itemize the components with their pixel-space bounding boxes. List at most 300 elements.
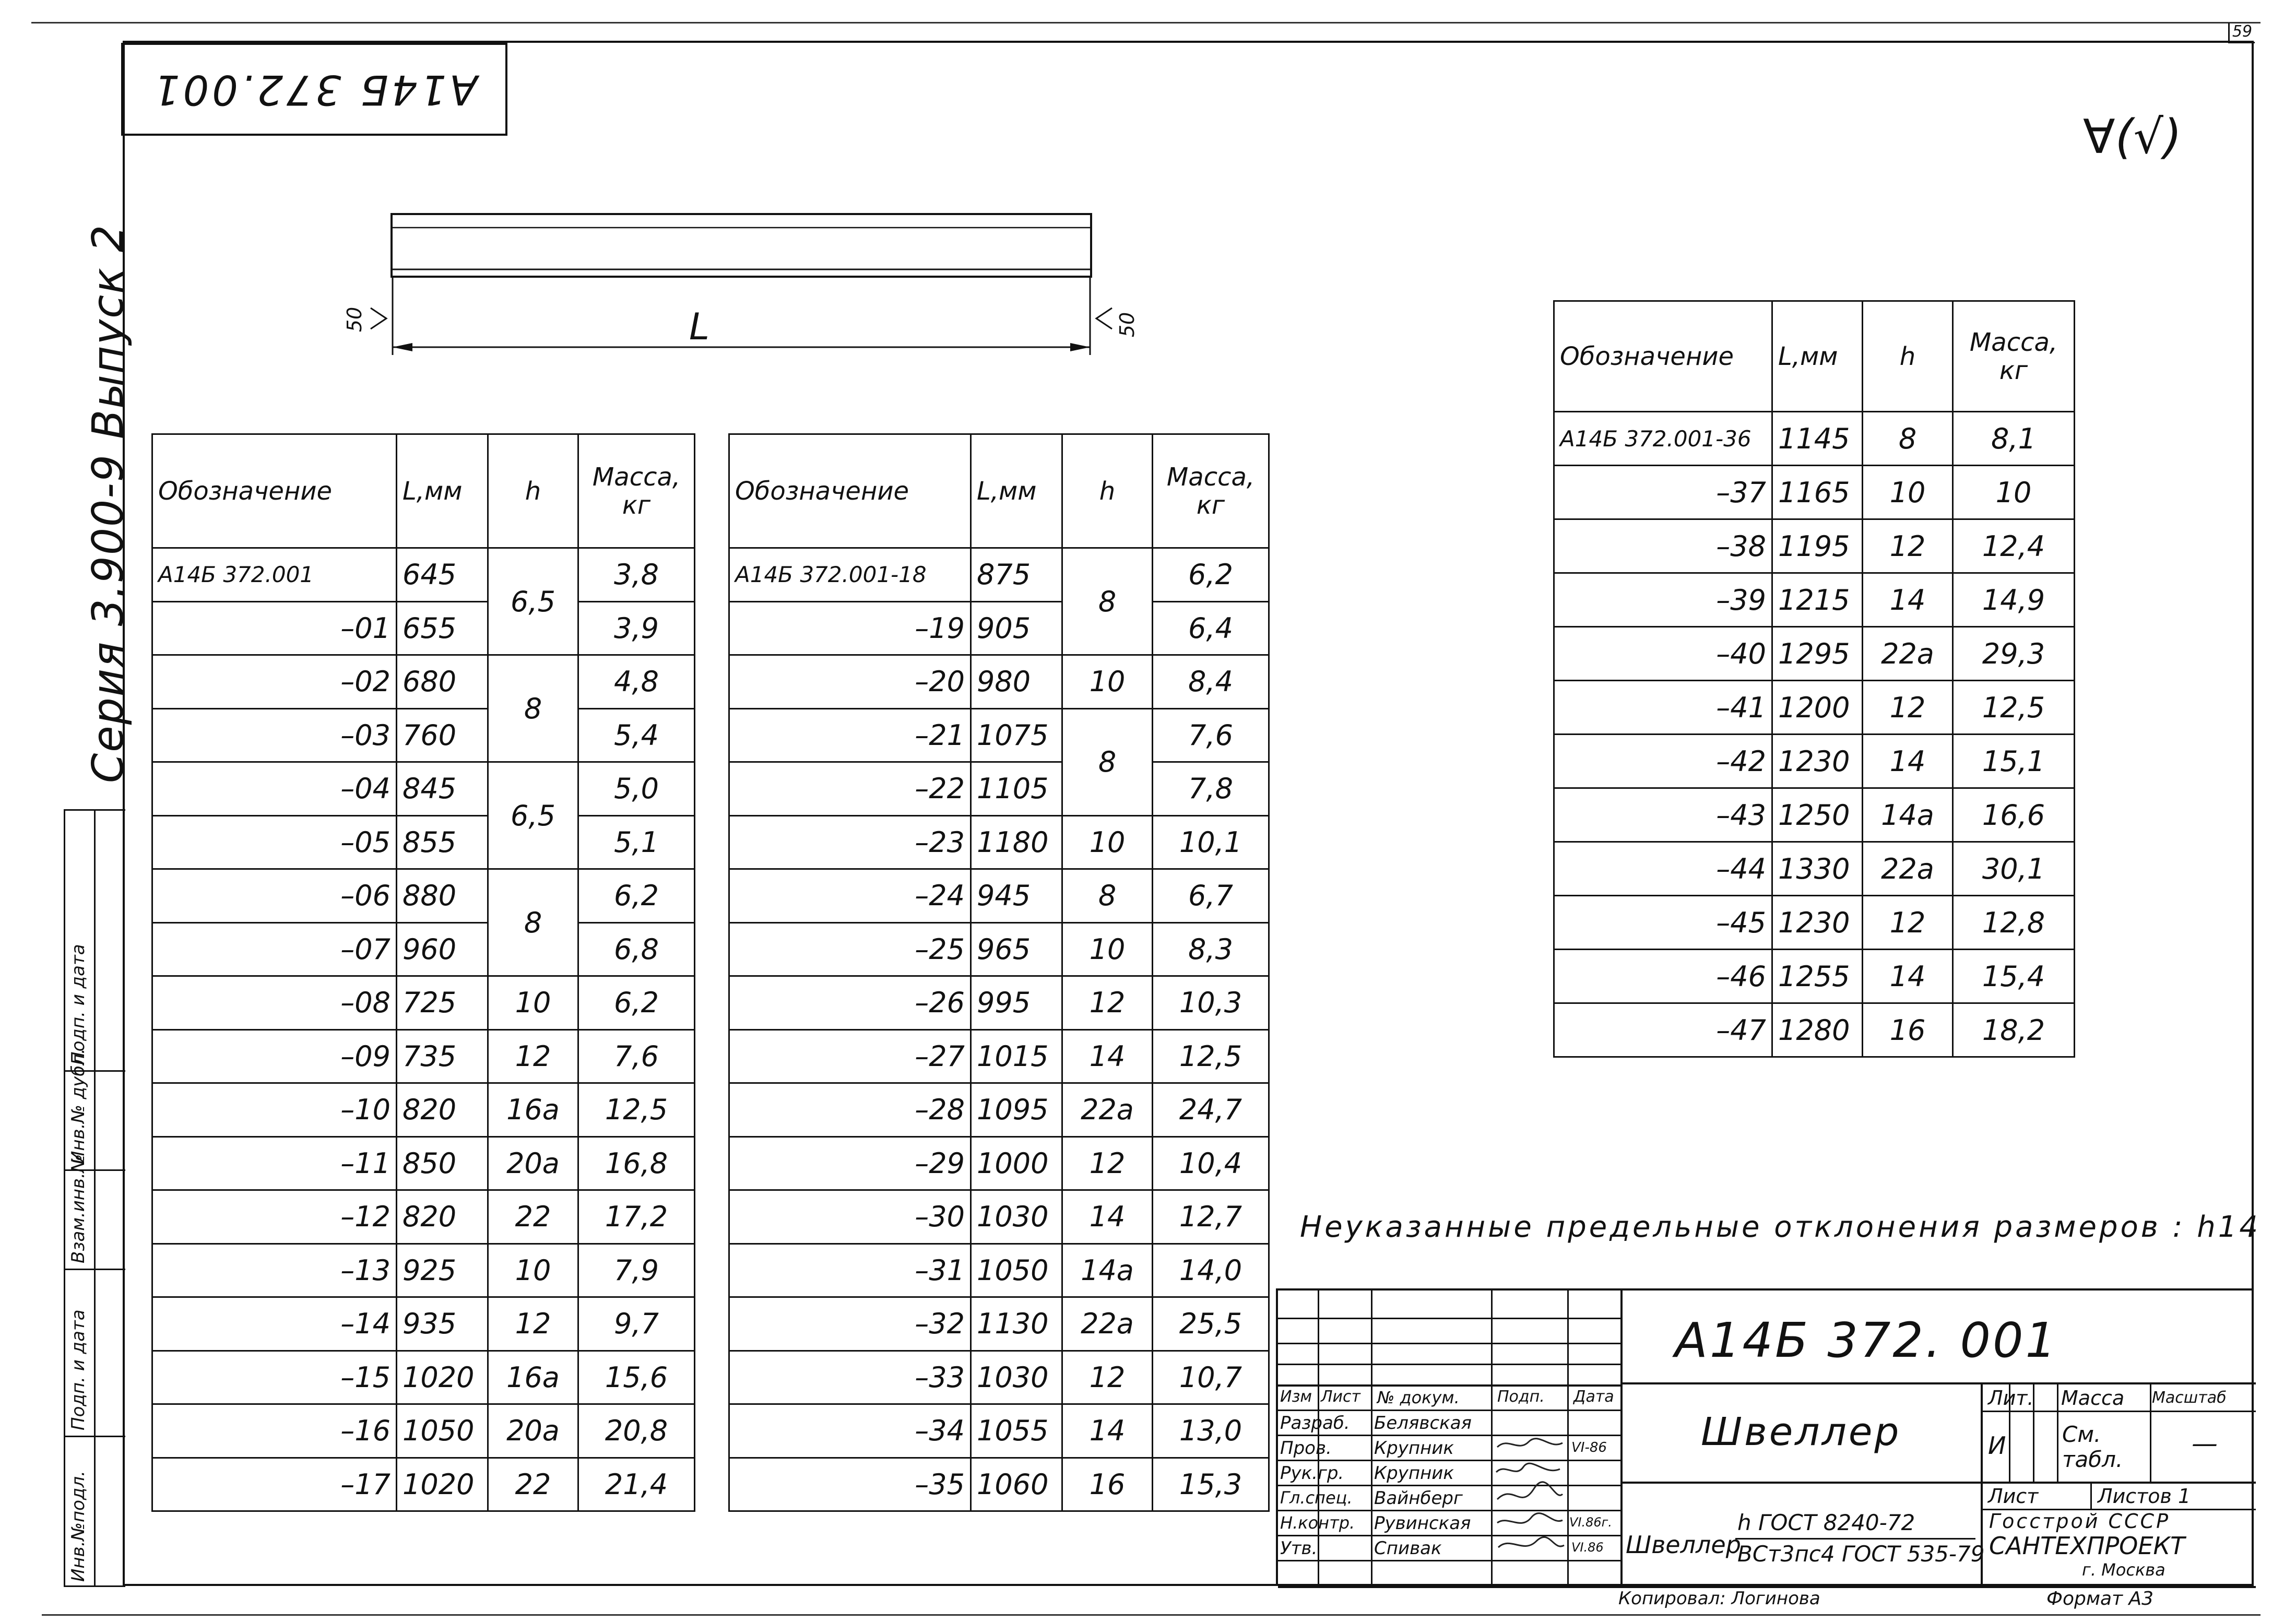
cell-mass: 29,3 [1953, 627, 2075, 681]
cell-length: 850 [397, 1136, 488, 1190]
cell-mass: 12,7 [1153, 1190, 1269, 1244]
tb-org-line3: г. Москва [2082, 1560, 2165, 1580]
table-row [152, 922, 695, 976]
cell-mass: 3,8 [578, 548, 695, 602]
title-block [1276, 1288, 2254, 1586]
table-row [729, 1083, 1269, 1137]
cell-mass: 6,2 [578, 869, 695, 923]
cell-designation: –45 [1554, 896, 1772, 950]
header-mass: Масса, кг [578, 434, 695, 548]
cell-height: 14 [1062, 1029, 1153, 1083]
cell-designation: –26 [729, 976, 971, 1030]
arrow-right [1070, 343, 1090, 351]
signature-glspec [1497, 1482, 1563, 1499]
tb-hline [1981, 1411, 2256, 1412]
tb-hline [1278, 1364, 1620, 1365]
tb-name-nkontr: Рувинская [1374, 1513, 1471, 1534]
cell-designation: –33 [729, 1351, 971, 1404]
tb-vline [1371, 1291, 1372, 1586]
cell-height: 6,5 [488, 762, 578, 869]
cell-mass: 5,4 [578, 708, 695, 762]
table-row [729, 976, 1269, 1030]
cell-height: 22 [488, 1458, 578, 1511]
cell-length: 1060 [971, 1458, 1062, 1511]
header-length: L,мм [397, 434, 488, 548]
cell-mass: 24,7 [1153, 1083, 1269, 1137]
cell-height: 16а [488, 1083, 578, 1137]
cell-length: 820 [397, 1083, 488, 1137]
tb-hline [1620, 1482, 2256, 1484]
table-row [152, 708, 695, 762]
cell-mass: 10,7 [1153, 1351, 1269, 1404]
cell-length: 1215 [1772, 573, 1863, 627]
header-height: h [1863, 301, 1953, 412]
tb-mass-value: См. табл. [2062, 1422, 2123, 1472]
cell-designation: –47 [1554, 1003, 1772, 1057]
cell-mass: 6,4 [1153, 601, 1269, 655]
bottom-border-line [42, 1614, 2261, 1616]
strip-label-podp-data-1: Подп. и дата [68, 1309, 89, 1430]
cell-designation: –07 [152, 922, 397, 976]
tb-vline [2057, 1382, 2058, 1482]
tb-name-utv: Спивак [1374, 1538, 1442, 1559]
cell-length: 960 [397, 922, 488, 976]
cell-height: 12 [1863, 896, 1953, 950]
table-row [729, 1297, 1269, 1351]
cell-designation: –23 [729, 815, 971, 869]
cell-mass: 16,8 [578, 1136, 695, 1190]
cell-height: 12 [1062, 1351, 1153, 1404]
tb-part-name: Швеллер [1701, 1410, 1901, 1454]
tb-vline [2150, 1382, 2151, 1482]
table-row [729, 1244, 1269, 1297]
cell-mass: 8,1 [1953, 412, 2075, 466]
cell-length: 1230 [1772, 735, 1863, 788]
cell-mass: 12,4 [1953, 519, 2075, 573]
header-mass: Масса, кг [1953, 301, 2075, 412]
cell-height: 22 [488, 1190, 578, 1244]
table-row [1554, 788, 2075, 842]
tb-hline [1278, 1485, 1620, 1486]
cell-height: 22а [1863, 627, 1953, 681]
header-mass: Масса, кг [1153, 434, 1269, 548]
cell-mass: 12,5 [1953, 681, 2075, 735]
cell-designation: –44 [1554, 842, 1772, 896]
cell-height: 22а [1062, 1297, 1153, 1351]
tb-hline [1278, 1460, 1620, 1461]
cell-length: 735 [397, 1029, 488, 1083]
cell-height: 10 [488, 976, 578, 1030]
cell-designation: –05 [152, 815, 397, 869]
cell-length: 875 [971, 548, 1062, 602]
cell-length: 1280 [1772, 1003, 1863, 1057]
table-row [152, 815, 695, 869]
cell-mass: 21,4 [578, 1458, 695, 1511]
table-row [152, 548, 695, 602]
table-row [152, 976, 695, 1030]
table-row [152, 655, 695, 709]
cell-height: 14 [1863, 950, 1953, 1003]
cell-mass: 12,5 [1153, 1029, 1269, 1083]
tb-col-izm: Изм [1280, 1388, 1312, 1406]
cell-height: 6,5 [488, 548, 578, 655]
cell-length: 905 [971, 601, 1062, 655]
cell-length: 645 [397, 548, 488, 602]
cell-length: 1030 [971, 1351, 1062, 1404]
table-row [1554, 681, 2075, 735]
table-row [1554, 735, 2075, 788]
cell-height: 14а [1863, 788, 1953, 842]
table-row [729, 655, 1269, 709]
cell-designation: –08 [152, 976, 397, 1030]
cell-height: 8 [1062, 548, 1153, 655]
table-row [152, 601, 695, 655]
cell-length: 945 [971, 869, 1062, 923]
strip-border-left [64, 809, 65, 1587]
cell-length: 1030 [971, 1190, 1062, 1244]
cell-length: 1095 [971, 1083, 1062, 1137]
cell-designation: –10 [152, 1083, 397, 1137]
inverted-document-code: А14Б 372.001 [151, 66, 478, 113]
table-row [729, 815, 1269, 869]
cell-designation: А14Б 372.001 [152, 548, 397, 602]
cell-length: 1020 [397, 1458, 488, 1511]
cell-mass: 3,9 [578, 601, 695, 655]
cell-designation: –22 [729, 762, 971, 816]
cell-mass: 4,8 [578, 655, 695, 709]
chamfer-left: 50 [343, 306, 366, 333]
cell-designation: А14Б 372.001-18 [729, 548, 971, 602]
cell-length: 935 [397, 1297, 488, 1351]
cell-height: 12 [488, 1297, 578, 1351]
cell-length: 1295 [1772, 627, 1863, 681]
tb-date-utv: VI.86 [1571, 1540, 1604, 1555]
cell-length: 925 [397, 1244, 488, 1297]
tb-sheet-label: Лист [1988, 1485, 2039, 1508]
tb-hline [1278, 1410, 1620, 1411]
tb-material-fraction-line [1735, 1538, 1975, 1540]
cell-designation: –20 [729, 655, 971, 709]
tb-role-razrab: Разраб. [1280, 1413, 1350, 1434]
cell-mass: 5,0 [578, 762, 695, 816]
strip-row-line [64, 809, 125, 811]
cell-mass: 10,1 [1153, 815, 1269, 869]
cell-mass: 15,4 [1953, 950, 2075, 1003]
cell-mass: 6,2 [578, 976, 695, 1030]
cell-mass: 7,6 [1153, 708, 1269, 762]
cell-length: 855 [397, 815, 488, 869]
cell-mass: 12,5 [578, 1083, 695, 1137]
cell-designation: –24 [729, 869, 971, 923]
table-header-row [152, 434, 695, 548]
cell-height: 10 [488, 1244, 578, 1297]
cell-length: 1180 [971, 815, 1062, 869]
cell-length: 655 [397, 601, 488, 655]
table-row [729, 548, 1269, 602]
cell-mass: 20,8 [578, 1404, 695, 1458]
signature-utv [1498, 1537, 1564, 1547]
cell-length: 1000 [971, 1136, 1062, 1190]
channel-body [392, 214, 1091, 277]
cell-mass: 14,0 [1153, 1244, 1269, 1297]
table-row [152, 762, 695, 816]
cell-designation: –04 [152, 762, 397, 816]
cell-mass: 6,2 [1153, 548, 1269, 602]
page-number: 59 [2228, 23, 2255, 43]
table-2 [728, 433, 1270, 1512]
cell-height: 14 [1863, 573, 1953, 627]
cell-designation: –14 [152, 1297, 397, 1351]
header-height: h [488, 434, 578, 548]
chamfer-mark-right [1096, 308, 1112, 329]
cell-mass: 8,3 [1153, 922, 1269, 976]
cell-designation: А14Б 372.001-36 [1554, 412, 1772, 466]
cell-length: 1055 [971, 1404, 1062, 1458]
dim-label-L: L [689, 305, 709, 348]
table-row [152, 1244, 695, 1297]
table-row [1554, 466, 2075, 519]
table-row [729, 601, 1269, 655]
cell-mass: 7,9 [578, 1244, 695, 1297]
table-row [152, 1297, 695, 1351]
table-row [729, 762, 1269, 816]
cell-height: 12 [1062, 976, 1153, 1030]
table-header-row [1554, 301, 2075, 412]
tb-hline [1278, 1535, 1620, 1536]
cell-mass: 15,3 [1153, 1458, 1269, 1511]
table-row [1554, 627, 2075, 681]
cell-height: 14 [1062, 1190, 1153, 1244]
tb-col-ndoc: № докум. [1377, 1388, 1460, 1407]
cell-length: 1130 [971, 1297, 1062, 1351]
cell-length: 880 [397, 869, 488, 923]
cell-mass: 10,4 [1153, 1136, 1269, 1190]
table-row [1554, 950, 2075, 1003]
cell-height: 14а [1062, 1244, 1153, 1297]
series-text: Серия 3.900-9 Выпуск 2 [84, 223, 133, 783]
cell-mass: 13,0 [1153, 1404, 1269, 1458]
cell-designation: –21 [729, 708, 971, 762]
cell-designation: –43 [1554, 788, 1772, 842]
cell-designation: –41 [1554, 681, 1772, 735]
tb-sheets-label: Листов 1 [2098, 1485, 2191, 1508]
cell-designation: –32 [729, 1297, 971, 1351]
cell-designation: –46 [1554, 950, 1772, 1003]
tb-document-code: А14Б 372. 001 [1675, 1312, 2058, 1368]
table-row [1554, 519, 2075, 573]
cell-height: 12 [488, 1029, 578, 1083]
sheet-format: Формат А3 [2046, 1588, 2154, 1609]
tb-col-list: Лист [1321, 1388, 1361, 1406]
tb-hline [1278, 1384, 1620, 1387]
cell-length: 1075 [971, 708, 1062, 762]
table-row [152, 1351, 695, 1404]
cell-designation: –27 [729, 1029, 971, 1083]
table-row [729, 869, 1269, 923]
tolerance-note: Неуказанные предельные отклонения размеров : h14 [1300, 1210, 2261, 1244]
stamp-strip [64, 809, 125, 1587]
table-header-row [729, 434, 1269, 548]
strip-row-line [64, 1436, 125, 1437]
cell-height: 12 [1863, 681, 1953, 735]
header-designation: Обозначение [1554, 301, 1772, 412]
table-row [729, 1029, 1269, 1083]
tb-hline [1278, 1435, 1620, 1436]
tb-name-glspec: Вайнберг [1374, 1488, 1463, 1509]
cell-height: 8 [488, 655, 578, 762]
copied-by: Копировал: Логинова [1618, 1588, 1820, 1609]
cell-length: 1050 [397, 1404, 488, 1458]
cell-designation: –38 [1554, 519, 1772, 573]
table-row [729, 1136, 1269, 1190]
strip-label-podp-data-2: Подп. и дата [68, 944, 89, 1065]
table-row [152, 1029, 695, 1083]
cell-height: 22а [1062, 1083, 1153, 1137]
cell-designation: –03 [152, 708, 397, 762]
cell-length: 1105 [971, 762, 1062, 816]
cell-mass: 16,6 [1953, 788, 2075, 842]
signature-rukgr [1496, 1463, 1560, 1472]
cell-mass: 15,1 [1953, 735, 2075, 788]
cell-length: 1165 [1772, 466, 1863, 519]
cell-designation: –25 [729, 922, 971, 976]
cell-height: 14 [1863, 735, 1953, 788]
inverted-document-code-box [121, 43, 507, 136]
table-row [152, 1136, 695, 1190]
tb-mass-label: Масса [2061, 1387, 2125, 1410]
arrow-left [393, 343, 412, 351]
signatures [1492, 1411, 1567, 1562]
cell-mass: 6,8 [578, 922, 695, 976]
tb-scale-value: — [2192, 1428, 2218, 1459]
cell-height: 8 [1062, 708, 1153, 815]
cell-designation: –29 [729, 1136, 971, 1190]
cell-mass: 6,7 [1153, 869, 1269, 923]
table-row [1554, 412, 2075, 466]
cell-designation: –06 [152, 869, 397, 923]
cell-designation: –28 [729, 1083, 971, 1137]
cell-mass: 10 [1953, 466, 2075, 519]
tb-hline [1278, 1510, 1620, 1511]
table-1 [151, 433, 695, 1512]
tb-vline [1567, 1291, 1569, 1586]
tb-role-prov: Пров. [1280, 1438, 1332, 1459]
table-row [152, 1190, 695, 1244]
tb-lit-label: Лит. [1988, 1387, 2034, 1410]
tb-role-utv: Утв. [1280, 1538, 1318, 1559]
tb-material-bottom: ВСт3пс4 ГОСТ 535-79 [1737, 1541, 1985, 1567]
table-row [152, 1458, 695, 1511]
cell-designation: –16 [152, 1404, 397, 1458]
cell-height: 16 [1863, 1003, 1953, 1057]
cell-height: 20а [488, 1136, 578, 1190]
cell-designation: –01 [152, 601, 397, 655]
strip-border-mid [94, 809, 96, 1587]
tb-org-line1: Госстрой СССР [1989, 1510, 2171, 1533]
cell-mass: 9,7 [578, 1297, 695, 1351]
tb-col-podp: Подп. [1497, 1388, 1545, 1406]
cell-length: 1050 [971, 1244, 1062, 1297]
cell-mass: 17,2 [578, 1190, 695, 1244]
top-border-line [31, 22, 2261, 23]
cell-height: 10 [1062, 815, 1153, 869]
signature-nkontr [1497, 1513, 1563, 1523]
cell-height: 14 [1062, 1404, 1153, 1458]
cell-length: 1330 [1772, 842, 1863, 896]
table-row [729, 1458, 1269, 1511]
cell-designation: –30 [729, 1190, 971, 1244]
tb-role-glspec: Гл.спец. [1280, 1488, 1353, 1508]
table-row [1554, 1003, 2075, 1057]
tb-hline [1620, 1382, 2256, 1384]
chamfer-mark-left [371, 308, 386, 329]
strip-row-line [64, 1585, 125, 1587]
cell-designation: –17 [152, 1458, 397, 1511]
tb-scale-label: Масштаб [2152, 1389, 2227, 1407]
strip-label-vzam-inv: Взам.инв.№ [68, 1154, 89, 1263]
cell-designation: –19 [729, 601, 971, 655]
cell-mass: 8,4 [1153, 655, 1269, 709]
cell-length: 1200 [1772, 681, 1863, 735]
table-row [1554, 896, 2075, 950]
tb-date-prov: VI-86 [1571, 1440, 1607, 1455]
channel-drawing [334, 198, 1180, 376]
tb-material-top: h ГОСТ 8240-72 [1737, 1510, 1915, 1535]
tb-hline [1278, 1343, 1620, 1344]
cell-height: 10 [1863, 466, 1953, 519]
cell-length: 1145 [1772, 412, 1863, 466]
tb-org-line2: САНТЕХПРОЕКТ [1989, 1532, 2185, 1560]
cell-height: 10 [1062, 922, 1153, 976]
cell-length: 760 [397, 708, 488, 762]
header-length: L,мм [1772, 301, 1863, 412]
tb-name-prov: Крупник [1374, 1438, 1454, 1459]
cell-designation: –42 [1554, 735, 1772, 788]
cell-length: 965 [971, 922, 1062, 976]
cell-height: 8 [1062, 869, 1153, 923]
cell-designation: –12 [152, 1190, 397, 1244]
cell-designation: –09 [152, 1029, 397, 1083]
strip-row-line [64, 1269, 125, 1270]
cell-designation: –15 [152, 1351, 397, 1404]
tb-role-rukgr: Рук.гр. [1280, 1463, 1344, 1484]
cell-designation: –34 [729, 1404, 971, 1458]
tb-lit-value: И [1988, 1431, 2006, 1460]
cell-length: 1195 [1772, 519, 1863, 573]
cell-length: 1230 [1772, 896, 1863, 950]
tb-col-data: Дата [1573, 1388, 1614, 1406]
cell-length: 725 [397, 976, 488, 1030]
cell-designation: –37 [1554, 466, 1772, 519]
tb-name-razrab: Белявская [1374, 1413, 1472, 1434]
tb-vline [2090, 1482, 2092, 1509]
cell-height: 12 [1863, 519, 1953, 573]
cell-designation: –35 [729, 1458, 971, 1511]
cell-designation: –31 [729, 1244, 971, 1297]
header-designation: Обозначение [152, 434, 397, 548]
tb-vline-main [1620, 1291, 1623, 1586]
roughness-symbol: ∀(√) [2083, 110, 2182, 164]
tb-date-nkontr: VI.86г. [1569, 1515, 1612, 1530]
cell-designation: –11 [152, 1136, 397, 1190]
header-length: L,мм [971, 434, 1062, 548]
tb-role-nkontr: Н.контр. [1280, 1513, 1355, 1533]
cell-mass: 15,6 [578, 1351, 695, 1404]
cell-height: 8 [1863, 412, 1953, 466]
cell-length: 845 [397, 762, 488, 816]
cell-height: 16 [1062, 1458, 1153, 1511]
cell-length: 680 [397, 655, 488, 709]
